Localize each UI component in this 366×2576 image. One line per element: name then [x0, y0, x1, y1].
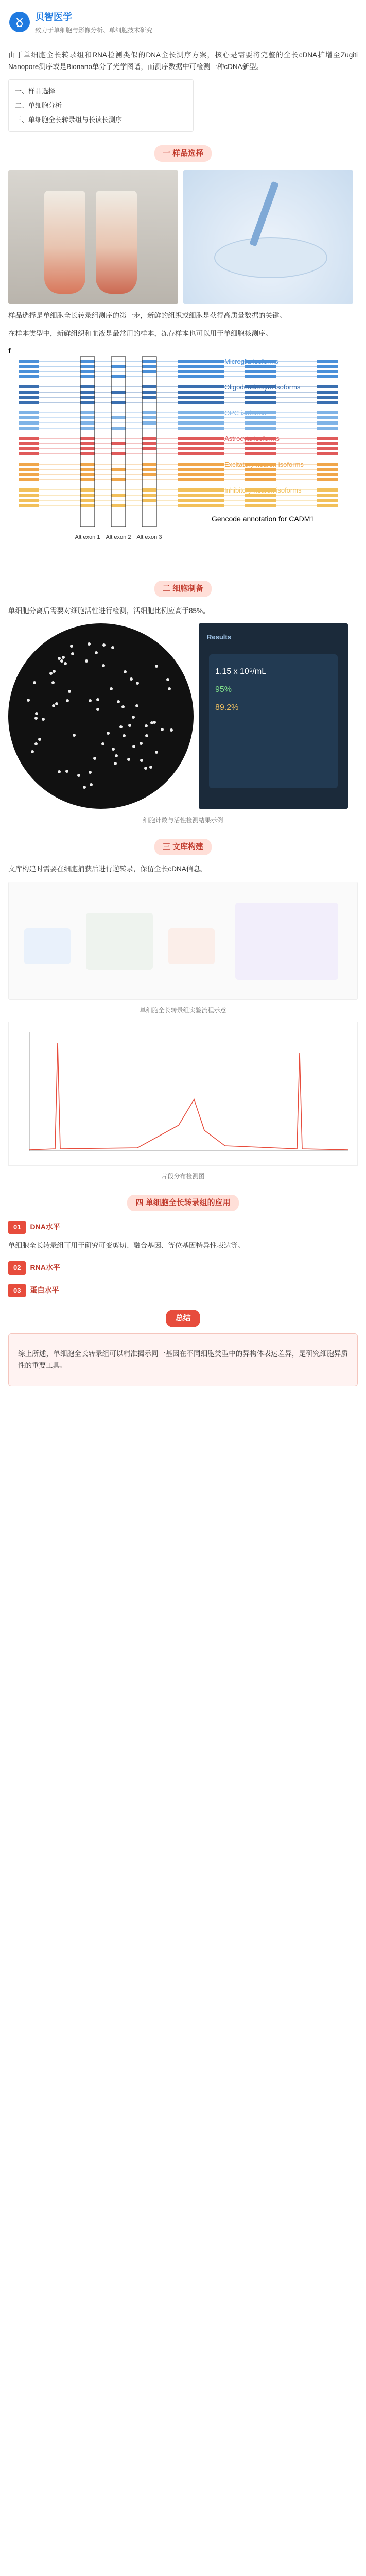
cadm1-figure: [8, 347, 358, 568]
summary-text: 综上所述，单细胞全长转录组可以精准揭示同一基因在不同细胞类型中的异构体表达差异，是研究细胞异质性的重要工具。: [18, 1349, 348, 1369]
cell-dot: [145, 724, 148, 727]
isoform-exon: [178, 370, 224, 373]
method-number: 01: [8, 1221, 26, 1234]
cell-dot: [124, 670, 127, 673]
isoform-exon: [80, 375, 95, 378]
isoform-exon: [317, 494, 338, 497]
isoform-exon: [317, 416, 338, 419]
exon-label: Alt exon 1: [75, 534, 100, 540]
toc-item[interactable]: 二、单细胞分析: [15, 101, 62, 109]
cell-dot: [112, 748, 115, 751]
summary-box: [8, 1333, 358, 1387]
cell-dot: [155, 665, 158, 668]
method-title: RNA水平: [30, 1263, 60, 1272]
isoform-exon: [317, 391, 338, 394]
isoform-exon: [245, 452, 276, 455]
cell-dot: [114, 762, 117, 765]
isoform-exon: [317, 360, 338, 363]
isoform-label: Oligodendrocyte isoforms: [224, 383, 301, 391]
cell-dot: [96, 698, 99, 701]
paragraph: 样品选择是单细胞全长转录组测序的第一步，新鲜的组织或细胞是获得高质量数据的关键。: [8, 311, 286, 319]
isoform-exon: [317, 401, 338, 404]
isoform-exon: [80, 427, 95, 430]
lab-photo: [183, 170, 353, 304]
fragment-chart: [8, 1022, 358, 1166]
isoform-exon: [111, 504, 126, 507]
isoform-exon: [178, 504, 224, 507]
cell-dot: [96, 708, 99, 711]
isoform-diagram: [8, 347, 358, 564]
isoform-exon: [80, 365, 95, 368]
cell-dot: [42, 718, 45, 721]
isoform-exon: [19, 447, 39, 450]
cell-dot: [64, 662, 67, 665]
isoform-exon: [80, 499, 95, 502]
isoform-exon: [178, 396, 224, 399]
cell-dot: [144, 767, 147, 770]
isoform-exon: [317, 468, 338, 471]
section-title-apps: 四 单细胞全长转录组的应用: [8, 1195, 358, 1211]
isoform-exon: [317, 473, 338, 476]
isoform-exon: [178, 391, 224, 394]
isoform-exon: [178, 478, 224, 481]
isoform-exon: [317, 370, 338, 373]
isoform-exon: [178, 385, 224, 388]
isoform-exon: [142, 391, 156, 394]
dna-icon: [13, 16, 26, 28]
isoform-exon: [80, 370, 95, 373]
section-title-library: 三 文库构建: [8, 839, 358, 855]
cell-dot: [51, 681, 55, 684]
svg-text:f: f: [8, 347, 11, 355]
isoform-exon: [142, 473, 156, 476]
isoform-exon: [178, 499, 224, 502]
isoform-exon: [111, 442, 126, 445]
isoform-exon: [245, 447, 276, 450]
cell-dot: [33, 681, 36, 684]
cell-dot: [101, 742, 104, 745]
cell-dot: [161, 728, 164, 731]
cell-dot: [71, 652, 74, 655]
isoform-exon: [19, 478, 39, 481]
isoform-exon: [245, 401, 276, 404]
cell-dot: [155, 751, 158, 754]
isoform-exon: [19, 468, 39, 471]
figure-caption: 单细胞全长转录组实验流程示意: [140, 1006, 226, 1014]
isoform-exon: [245, 504, 276, 507]
cell-dot: [95, 651, 98, 654]
cell-dot: [31, 750, 34, 753]
cell-dot: [153, 721, 156, 724]
account-header: [8, 0, 358, 43]
isoform-exon: [142, 421, 156, 425]
section-title-cell-prep: 二 细胞制备: [8, 581, 358, 597]
isoform-exon: [142, 437, 156, 440]
screen-value: 95%: [215, 685, 232, 694]
method-heading: [8, 1221, 358, 1234]
method-title: DNA水平: [30, 1223, 60, 1231]
isoform-exon: [111, 427, 126, 430]
cell-dot: [149, 766, 152, 769]
isoform-exon: [80, 478, 95, 481]
isoform-exon: [245, 370, 276, 373]
isoform-exon: [178, 452, 224, 455]
isoform-exon: [19, 375, 39, 378]
isoform-exon: [19, 401, 39, 404]
cell-dot: [107, 732, 110, 735]
isoform-exon: [80, 463, 95, 466]
figure-caption: 片段分布检测图: [161, 1172, 205, 1180]
cell-dot: [65, 770, 68, 773]
isoform-exon: [80, 396, 95, 399]
cell-dot: [34, 717, 38, 720]
isoform-exon: [317, 437, 338, 440]
cell-dot: [49, 672, 53, 675]
cell-dot: [89, 699, 92, 702]
isoform-exon: [178, 447, 224, 450]
isoform-exon: [19, 385, 39, 388]
figure-caption: 细胞计数与活性检测结果示例: [143, 816, 223, 824]
isoform-exon: [111, 468, 126, 471]
isoform-exon: [142, 365, 156, 368]
isoform-exon: [80, 437, 95, 440]
cell-dot: [145, 734, 148, 737]
isoform-exon: [19, 396, 39, 399]
peak-plot: [9, 1022, 357, 1165]
isoform-exon: [80, 452, 95, 455]
isoform-exon: [142, 411, 156, 414]
isoform-exon: [80, 447, 95, 450]
isoform-exon: [178, 401, 224, 404]
isoform-exon: [80, 385, 95, 388]
cell-dot: [53, 670, 56, 673]
gene-caption: Gencode annotation for CADM1: [212, 514, 315, 523]
isoform-exon: [245, 427, 276, 430]
isoform-exon: [317, 488, 338, 492]
isoform-exon: [317, 504, 338, 507]
isoform-exon: [317, 499, 338, 502]
tube-photo: [8, 170, 178, 304]
isoform-exon: [19, 411, 39, 414]
brand-name[interactable]: 贝智医学: [35, 12, 72, 22]
cell-dot: [83, 786, 86, 789]
cell-dot: [85, 659, 88, 663]
isoform-exon: [245, 396, 276, 399]
isoform-exon: [80, 411, 95, 414]
cell-dot: [34, 742, 38, 745]
isoform-exon: [142, 499, 156, 502]
isoform-exon: [80, 442, 95, 445]
isoform-label: OPC isoforms: [224, 409, 266, 417]
isoform-exon: [111, 401, 126, 404]
brand-tagline: 致力于单细胞与影像分析、单细胞技术研究: [35, 26, 153, 34]
isoform-exon: [178, 427, 224, 430]
isoform-label: Astrocyte isoforms: [224, 434, 280, 443]
cell-dot: [135, 704, 138, 707]
cell-dot: [119, 725, 123, 728]
cell-dot: [88, 642, 91, 646]
isoform-exon: [80, 488, 95, 492]
cell-dot: [170, 728, 173, 732]
cell-dot: [66, 699, 69, 702]
isoform-exon: [80, 391, 95, 394]
isoform-label: Inhibitory neuron isoforms: [224, 486, 302, 494]
isoform-exon: [317, 452, 338, 455]
cell-dot: [102, 664, 105, 667]
cell-dot: [110, 687, 113, 690]
toc-item[interactable]: 一、样品选择: [15, 87, 56, 95]
cell-dot: [132, 716, 135, 719]
screen-value: 1.15 x 10⁶/mL: [215, 667, 267, 676]
isoform-exon: [80, 360, 95, 363]
isoform-exon: [111, 365, 126, 368]
isoform-exon: [19, 370, 39, 373]
cell-dot: [60, 659, 63, 663]
microscope-view: [8, 623, 194, 809]
cell-dot: [58, 770, 61, 773]
isoform-exon: [178, 416, 224, 419]
isoform-exon: [142, 416, 156, 419]
isoform-exon: [317, 385, 338, 388]
cell-dot: [102, 643, 106, 647]
paragraph: 文库构建时需要在细胞捕获后进行逆转录，保留全长cDNA信息。: [8, 865, 207, 873]
isoform-exon: [142, 463, 156, 466]
isoform-exon: [142, 396, 156, 399]
isoform-exon: [317, 447, 338, 450]
paragraph: 在样本类型中，新鲜组织和血液是最常用的样本，冻存样本也可以用于单细胞核测序。: [8, 329, 272, 337]
isoform-exon: [142, 494, 156, 497]
method-number: 02: [8, 1261, 26, 1275]
cell-dot: [132, 745, 135, 748]
cell-dot: [68, 690, 71, 693]
isoform-exon: [111, 478, 126, 481]
cell-dot: [128, 724, 131, 727]
cell-dot: [27, 699, 30, 702]
isoform-exon: [111, 375, 126, 378]
isoform-exon: [142, 468, 156, 471]
brand-logo[interactable]: [9, 12, 30, 32]
isoform-exon: [178, 365, 224, 368]
isoform-exon: [245, 421, 276, 425]
isoform-exon: [317, 463, 338, 466]
cell-dot: [121, 705, 125, 708]
isoform-label: Microglia isoforms: [224, 357, 278, 365]
isoform-exon: [111, 391, 126, 394]
isoform-exon: [317, 427, 338, 430]
isoform-exon: [317, 442, 338, 445]
isoform-exon: [111, 416, 126, 419]
screen-title: Results: [207, 633, 231, 641]
isoform-exon: [19, 391, 39, 394]
isoform-exon: [80, 421, 95, 425]
cell-dot: [52, 704, 55, 707]
isoform-exon: [19, 488, 39, 492]
isoform-exon: [317, 411, 338, 414]
isoform-exon: [178, 494, 224, 497]
isoform-exon: [80, 494, 95, 497]
isoform-exon: [19, 473, 39, 476]
isoform-exon: [178, 437, 224, 440]
cell-dot: [111, 646, 114, 649]
isoform-exon: [317, 365, 338, 368]
cell-dot: [58, 657, 61, 660]
cell-dot: [38, 738, 41, 741]
cell-dot: [90, 783, 93, 786]
isoform-exon: [19, 494, 39, 497]
isoform-exon: [80, 401, 95, 404]
paragraph: 单细胞分离后需要对细胞活性进行检测，活细胞比例应高于85%。: [8, 606, 210, 615]
toc-item[interactable]: 三、单细胞全长转录组与长读长测序: [15, 116, 123, 124]
cell-dot: [168, 687, 171, 690]
isoform-exon: [245, 499, 276, 502]
isoform-exon: [80, 473, 95, 476]
cell-dot: [89, 771, 92, 774]
cell-dot: [136, 682, 139, 685]
exon-label: Alt exon 3: [136, 534, 162, 540]
cell-dot: [140, 742, 143, 745]
sample-photos: [8, 170, 358, 304]
isoform-exon: [142, 360, 156, 363]
cell-dot: [166, 678, 169, 681]
cell-dot: [140, 759, 143, 762]
isoform-exon: [19, 427, 39, 430]
counter-screen: [199, 623, 348, 809]
isoform-label: Excitatory neuron isoforms: [224, 460, 304, 468]
isoform-exon: [19, 463, 39, 466]
isoform-exon: [142, 385, 156, 388]
cell-dot: [93, 757, 96, 760]
isoform-exon: [178, 411, 224, 414]
cell-dot: [117, 700, 120, 703]
method-title: 蛋白水平: [30, 1286, 59, 1295]
isoform-exon: [111, 494, 126, 497]
isoform-exon: [178, 442, 224, 445]
exon-label: Alt exon 2: [106, 534, 131, 540]
cell-dot: [123, 734, 126, 737]
workflow-diagram: [8, 882, 358, 1000]
isoform-exon: [19, 416, 39, 419]
isoform-exon: [317, 396, 338, 399]
method-heading: [8, 1284, 358, 1297]
cell-dot: [55, 702, 58, 705]
isoform-exon: [19, 442, 39, 445]
isoform-exon: [178, 473, 224, 476]
isoform-exon: [19, 499, 39, 502]
cell-dot: [130, 677, 133, 681]
isoform-exon: [142, 488, 156, 492]
isoform-exon: [80, 504, 95, 507]
isoform-exon: [19, 421, 39, 425]
isoform-exon: [19, 365, 39, 368]
isoform-exon: [178, 360, 224, 363]
cell-dot: [115, 754, 118, 757]
isoform-exon: [19, 437, 39, 440]
method-number: 03: [8, 1284, 26, 1297]
isoform-exon: [178, 421, 224, 425]
section-title-sample: 一 样品选择: [8, 145, 358, 162]
cell-dot: [35, 712, 38, 715]
method-heading: [8, 1261, 358, 1275]
isoform-exon: [80, 468, 95, 471]
isoform-exon: [19, 360, 39, 363]
isoform-exon: [142, 447, 156, 450]
isoform-exon: [80, 416, 95, 419]
isoform-exon: [317, 375, 338, 378]
cell-dot: [62, 656, 65, 659]
isoform-exon: [178, 468, 224, 471]
isoform-exon: [178, 488, 224, 492]
cell-count-images: [8, 623, 358, 809]
cell-dot: [70, 645, 73, 648]
toc-box: [8, 79, 194, 132]
cell-dot: [127, 758, 130, 761]
isoform-exon: [245, 473, 276, 476]
cell-dot: [73, 734, 76, 737]
isoform-exon: [19, 504, 39, 507]
isoform-exon: [178, 375, 224, 378]
isoform-exon: [142, 442, 156, 445]
isoform-exon: [317, 421, 338, 425]
summary-heading: 总结: [8, 1310, 358, 1327]
paragraph: 单细胞全长转录组可用于研究可变剪切、融合基因、等位基因特异性表达等。: [8, 1241, 245, 1249]
cell-dot: [77, 774, 80, 777]
isoform-exon: [317, 478, 338, 481]
intro-text: 由于单细胞全长转录组和RNA检测类似的DNA全长测序方案，核心是需要将完整的全长cDNA扩增至Zugiti Nanopore测序或是Bionano单分子光学图谱，而测序数据中可检测一种cDNA新型。: [8, 50, 358, 71]
screen-value: 89.2%: [215, 703, 239, 713]
isoform-exon: [142, 370, 156, 373]
isoform-exon: [245, 478, 276, 481]
isoform-exon: [19, 452, 39, 455]
isoform-exon: [178, 463, 224, 466]
isoform-exon: [245, 375, 276, 378]
isoform-exon: [111, 452, 126, 455]
